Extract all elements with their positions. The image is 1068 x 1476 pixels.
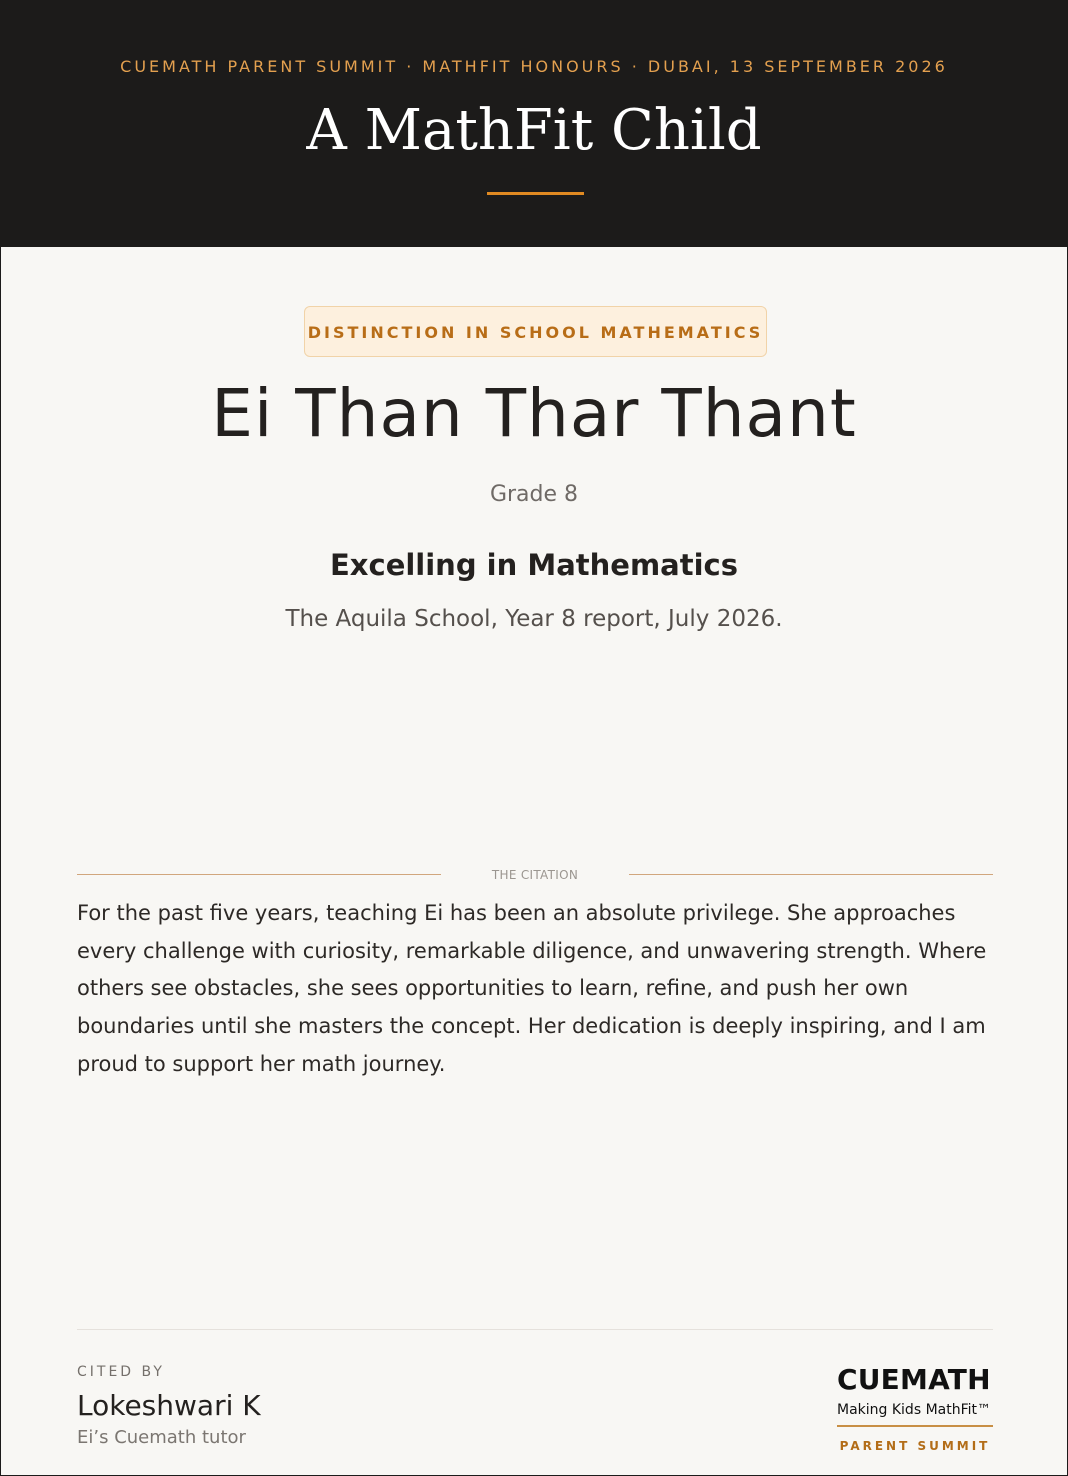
cited-by-label: CITED BY <box>77 1364 165 1380</box>
citation-divider-left <box>77 874 441 875</box>
citation-label: THE CITATION <box>491 868 579 882</box>
student-grade: Grade 8 <box>489 482 579 507</box>
cited-by-name: Lokeshwari K <box>77 1389 261 1422</box>
certificate-title: A MathFit Child <box>306 98 762 163</box>
citation-divider-right <box>629 874 993 875</box>
achievement-source: The Aquila School, Year 8 report, July 2026. <box>285 606 783 632</box>
logo-divider <box>837 1425 993 1427</box>
event-eyebrow: CUEMATH PARENT SUMMIT · MATHFIT HONOURS · DUBAI, 13 SEPTEMBER 2026 <box>120 57 948 76</box>
header-band <box>1 0 1067 247</box>
title-underline <box>487 192 584 195</box>
cited-by-role: Ei’s Cuemath tutor <box>77 1427 246 1448</box>
cuemath-logo <box>837 1363 997 1453</box>
logo-subtitle: PARENT SUMMIT <box>839 1439 991 1453</box>
distinction-badge: DISTINCTION IN SCHOOL MATHEMATICS <box>304 306 767 357</box>
citation-text: For the past five years, teaching Ei has been an absolute privilege. She approaches every challenge with curiosity, remarkable diligence, and unwavering strength. Where others see obstacles, she sees opportunities to learn, refine, and push her own boundaries until she masters the concept. Her dedication is deeply inspiring, and I am proud to support her math journey. <box>77 901 987 1076</box>
footer-divider <box>77 1329 993 1330</box>
achievement-title: Excelling in Mathematics <box>329 548 739 582</box>
logo-tagline: Making Kids MathFit™ <box>837 1402 991 1418</box>
student-name: Ei Than Thar Thant <box>211 375 857 452</box>
logo-wordmark: CUEMATH <box>837 1363 991 1396</box>
